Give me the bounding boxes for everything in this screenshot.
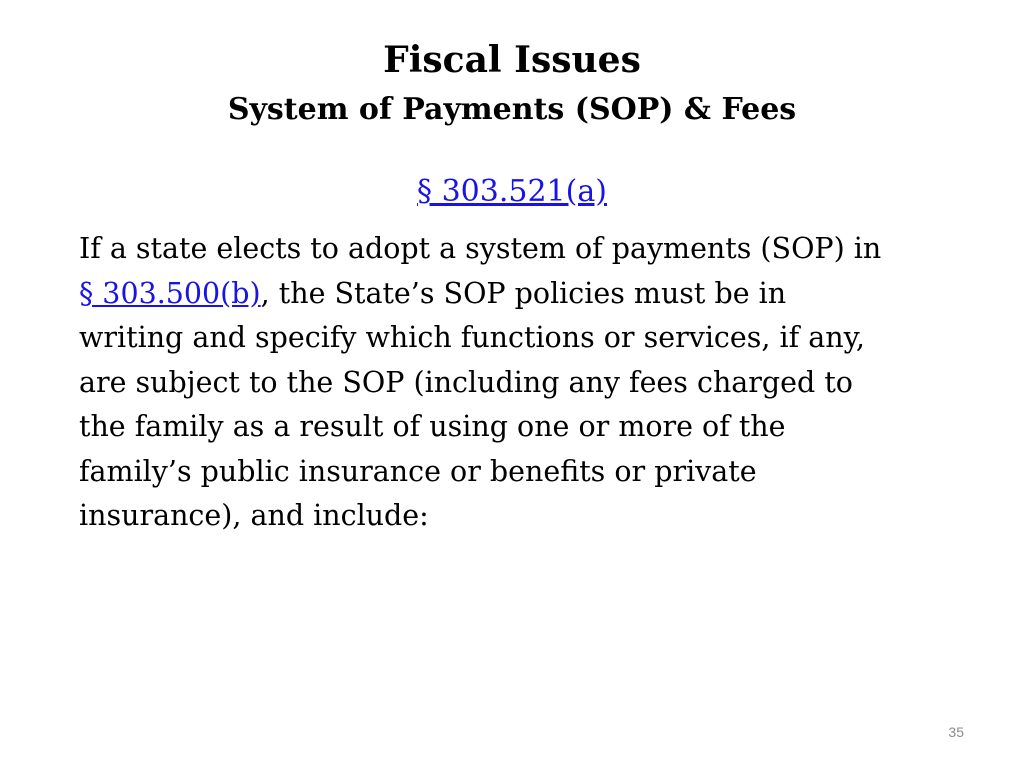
slide-subtitle: System of Payments (SOP) & Fees xyxy=(227,92,797,127)
citation-link[interactable]: § 303.521(a) xyxy=(417,174,607,209)
citation xyxy=(0,172,1024,212)
body-inline-link[interactable]: § 303.500(b) xyxy=(79,276,261,310)
body-line-7: insurance), and include: xyxy=(79,499,429,532)
body-line-6: family’s public insurance or benefits or private xyxy=(79,454,757,488)
body-line-1: If a state elects to adopt a system of payments (SOP) in xyxy=(79,232,882,265)
body-line-5: the family as a result of using one or more of the xyxy=(79,410,786,443)
slide-title: Fiscal Issues xyxy=(383,39,641,81)
body-line-2-rest: , the State’s SOP policies must be in xyxy=(260,276,787,310)
body-paragraph xyxy=(79,227,959,539)
body-line-3: writing and specify which functions or services, if any, xyxy=(79,321,865,354)
body-line-4: are subject to the SOP (including any fees charged to xyxy=(79,365,853,399)
page-number: 35 xyxy=(948,724,964,740)
